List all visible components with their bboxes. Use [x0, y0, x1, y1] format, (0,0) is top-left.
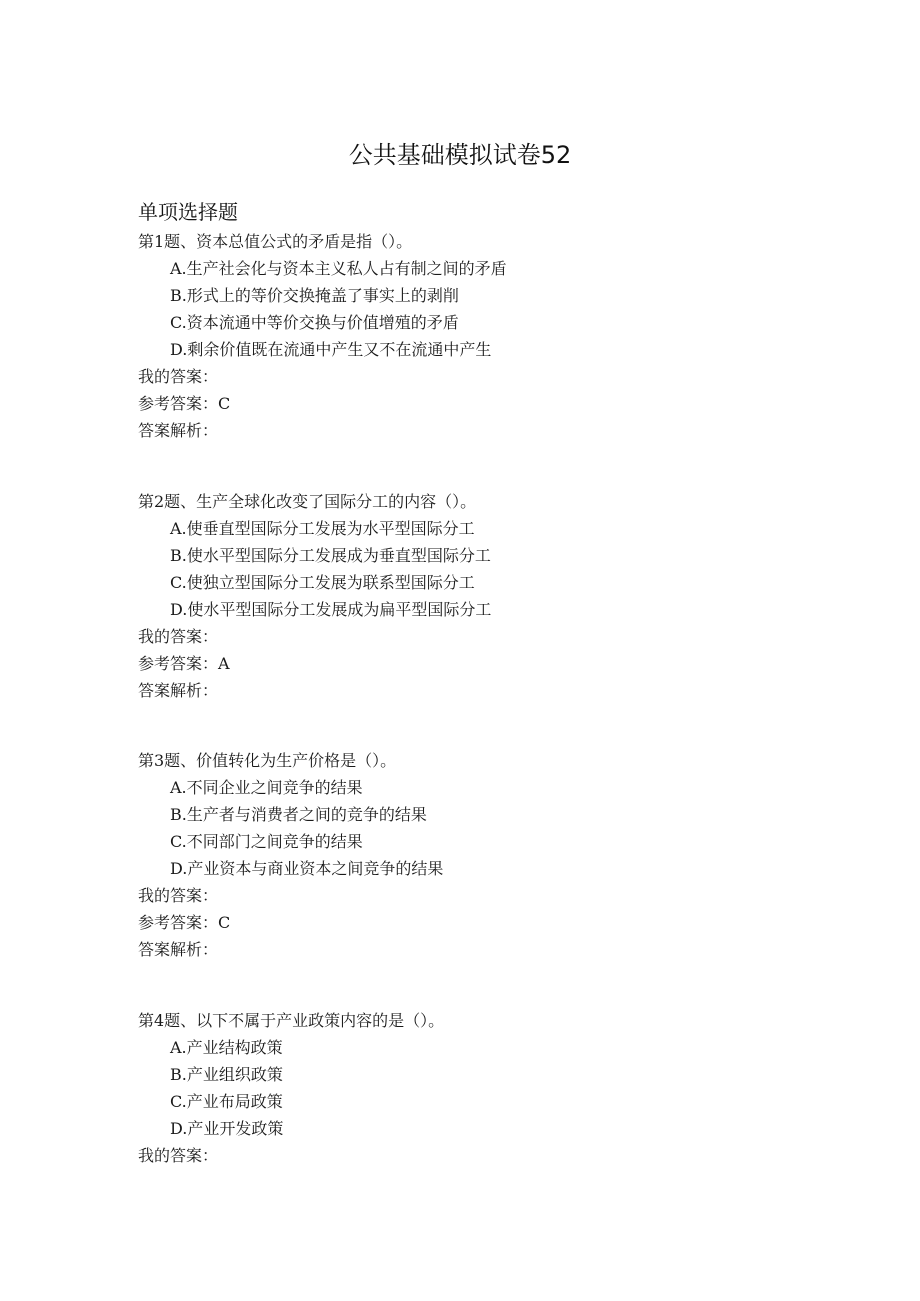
question-4: [138, 1007, 838, 1169]
page-title: 公共基础模拟试卷52: [348, 141, 572, 169]
reference-answer: 参考答案：C: [138, 394, 231, 413]
answer-analysis-label: 答案解析：: [138, 681, 219, 700]
option-c: C.使独立型国际分工发展为联系型国际分工: [170, 573, 475, 592]
answer-analysis-label: 答案解析：: [138, 421, 219, 440]
option-b: B.产业组织政策: [170, 1065, 283, 1084]
my-answer-label: 我的答案：: [138, 1146, 219, 1165]
option-a: A.生产社会化与资本主义私人占有制之间的矛盾: [170, 259, 507, 278]
option-d: D.产业资本与商业资本之间竞争的结果: [170, 859, 444, 878]
my-answer-label: 我的答案：: [138, 627, 219, 646]
option-b: B.生产者与消费者之间的竞争的结果: [170, 805, 427, 824]
section-title: 单项选择题: [138, 200, 238, 224]
option-d: D.使水平型国际分工发展成为扁平型国际分工: [170, 600, 492, 619]
question-1: [138, 228, 838, 444]
my-answer-label: 我的答案：: [138, 886, 219, 905]
question-2: [138, 488, 838, 704]
option-b: B.形式上的等价交换掩盖了事实上的剥削: [170, 286, 459, 305]
answer-analysis-label: 答案解析：: [138, 940, 219, 959]
option-a: A.产业结构政策: [170, 1038, 283, 1057]
question-stem: 第1题、资本总值公式的矛盾是指（）。: [138, 232, 413, 251]
reference-answer: 参考答案：C: [138, 913, 231, 932]
option-a: A.使垂直型国际分工发展为水平型国际分工: [170, 519, 475, 538]
option-c: C.资本流通中等价交换与价值增殖的矛盾: [170, 313, 459, 332]
option-b: B.使水平型国际分工发展成为垂直型国际分工: [170, 546, 491, 565]
question-3: [138, 747, 838, 963]
my-answer-label: 我的答案：: [138, 367, 219, 386]
option-c: C.产业布局政策: [170, 1092, 283, 1111]
option-d: D.产业开发政策: [170, 1119, 284, 1138]
option-d: D.剩余价值既在流通中产生又不在流通中产生: [170, 340, 492, 359]
reference-answer: 参考答案：A: [138, 654, 230, 673]
option-c: C.不同部门之间竞争的结果: [170, 832, 363, 851]
question-stem: 第3题、价值转化为生产价格是（）。: [138, 751, 397, 770]
question-stem: 第2题、生产全球化改变了国际分工的内容（）。: [138, 492, 477, 511]
option-a: A.不同企业之间竞争的结果: [170, 778, 363, 797]
question-stem: 第4题、以下不属于产业政策内容的是（）。: [138, 1011, 445, 1030]
